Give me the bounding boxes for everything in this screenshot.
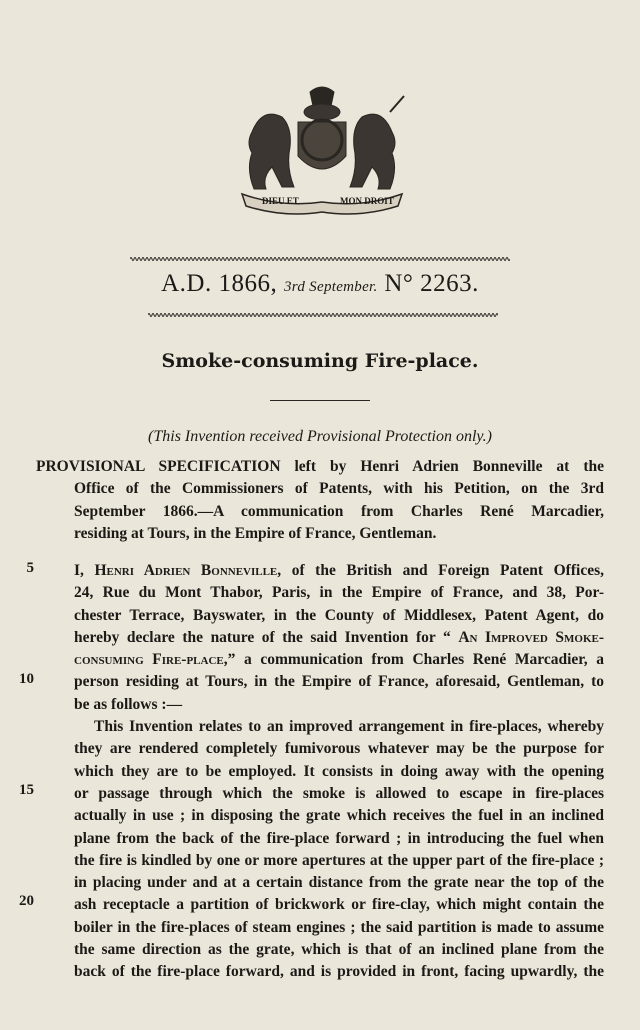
line-number: 20: [19, 893, 34, 909]
body-line: This Invention relates to an improved arrangement in fire-places, whereby: [94, 718, 604, 736]
line-number: 5: [26, 560, 34, 576]
body-line: they are rendered completely fumivorous whatever may be the purpose for: [74, 740, 604, 758]
body-line: chester Terrace, Bayswater, in the County of Middlesex, Patent Agent, do: [74, 606, 604, 624]
body-line: which they are to be employed. It consists in doing away with the opening: [74, 762, 604, 780]
spec-line: residing at Tours, in the Empire of France, Gentleman.: [74, 524, 437, 542]
spec-line: September 1866.—A communication from Charles René Marcadier,: [74, 502, 604, 520]
body-line: or passage through which the smoke is allowed to escape in fire-places: [74, 784, 604, 802]
line-number: 15: [19, 782, 34, 798]
royal-coat-of-arms: [222, 82, 422, 217]
small-caps-text: An Improved Smoke-: [458, 628, 605, 646]
body-line: consuming Fire-place,” a communication from Charles René Marcadier, a: [74, 651, 604, 669]
small-caps-text: consuming Fire-place: [74, 651, 224, 669]
small-caps-text: Henri Adrien Bonneville: [94, 562, 278, 579]
body-line: in placing under and at a certain distance from the grate near the top of the: [74, 874, 604, 892]
line-number: 10: [19, 671, 34, 687]
body-line: ash receptacle a partition of brickwork or fire-clay, which might contain the: [74, 896, 604, 914]
document-title: Smoke-consuming Fire-place.: [161, 350, 479, 372]
motto-left: DIEU ET: [262, 196, 299, 206]
body-line: person residing at Tours, in the Empire of France, aforesaid, Gentleman, to: [74, 673, 604, 691]
provisional-specification: [36, 456, 604, 545]
title-divider: [270, 400, 370, 401]
body-line: the fire is kindled by one or more apertures at the upper part of the fire-place ;: [74, 851, 604, 869]
wavy-rule-bottom: [148, 312, 498, 318]
body-line: back of the fire-place forward, and is provided in front, facing upwardly, the: [74, 963, 604, 981]
body-line: the same direction as the grate, which is that of an inclined plane from the: [74, 941, 604, 959]
protection-note: (This Invention received Provisional Protection only.): [148, 428, 492, 445]
body-line: 24, Rue du Mont Thabor, Paris, in the Empire of France, and 38, Por-: [74, 584, 604, 602]
body-line: be as follows :—: [74, 695, 183, 713]
body-line: plane from the back of the fire-place forward ; in introducing the fuel when: [74, 829, 604, 847]
spec-line: PROVISIONAL SPECIFICATION left by Henri Adrien Bonneville at the: [36, 458, 604, 475]
spec-line: Office of the Commissioners of Patents, with his Petition, on the 3rd: [74, 480, 604, 498]
body-line: I, Henri Adrien Bonneville, of the British and Foreign Patent Offices,: [74, 562, 604, 579]
body-line: hereby declare the nature of the said Invention for “ An Improved Smoke-: [74, 628, 605, 646]
body-line: boiler in the fire-places of steam engines ; the said partition is made to assume: [74, 918, 604, 936]
wavy-rule-top: [130, 256, 510, 262]
patent-header: [0, 270, 640, 298]
specification-body: [36, 560, 604, 984]
body-line: actually in use ; in disposing the grate which receives the fuel in an inclined: [74, 807, 604, 825]
patent-number: N° 2263.: [384, 270, 479, 297]
patent-year: A.D. 1866,: [161, 270, 278, 297]
motto-right: MON DROIT: [340, 196, 394, 206]
patent-date: 3rd September.: [283, 279, 378, 295]
